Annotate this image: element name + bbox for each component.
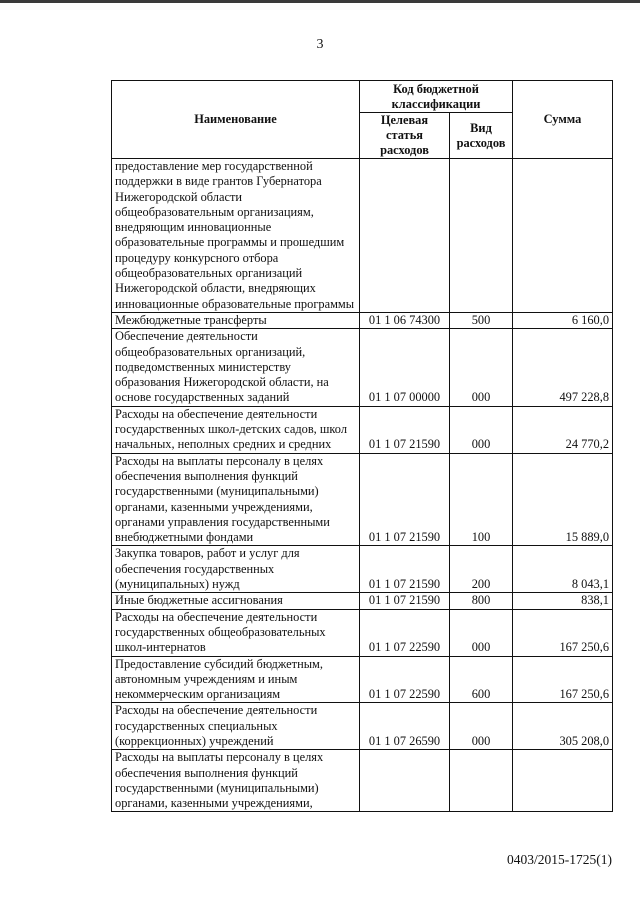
table-row [112,406,613,453]
row-expense-type: 100 [450,453,513,546]
row-expense-type: 200 [450,546,513,593]
row-expense-type: 000 [450,406,513,453]
header-name: Наименование [112,81,360,159]
row-target-article: 01 1 06 74300 [360,312,450,328]
row-name: предоставление мер государственной поддержки в виде грантов Губернатора Нижегородской области общеобразовательным организациям, внедряющим инновационные образовательные программы и прошедшим процедуру конкурсного отбора общеобразовательных организаций Нижегородской области, внедряющих инновационные образовательные программы [112,159,360,313]
page-number: 3 [316,37,324,52]
table-row [112,593,613,609]
row-expense-type: 000 [450,703,513,750]
row-target-article: 01 1 07 21590 [360,593,450,609]
row-expense-type: 500 [450,312,513,328]
row-expense-type: 800 [450,593,513,609]
row-sum: 6 160,0 [513,312,613,328]
row-sum: 15 889,0 [513,453,613,546]
header-code-group: Код бюджетной классификации [360,81,513,113]
budget-table [111,80,613,812]
table-row [112,656,613,703]
row-sum: 497 228,8 [513,329,613,406]
row-name: Закупка товаров, работ и услуг для обеспечения государственных (муниципальных) нужд [112,546,360,593]
row-target-article: 01 1 07 22590 [360,656,450,703]
row-name: Обеспечение деятельности общеобразовательных организаций, подведомственных министерству образования Нижегородской области, на основе государственных заданий [112,329,360,406]
row-target-article: 01 1 07 21590 [360,546,450,593]
row-name: Предоставление субсидий бюджетным, автономным учреждениям и иным некоммерческим организациям [112,656,360,703]
row-target-article: 01 1 07 21590 [360,453,450,546]
table-body [112,159,613,812]
document-code: 0403/2015-1725(1) [507,852,612,867]
table-row [112,750,613,812]
row-target-article [360,750,450,812]
table-row [112,546,613,593]
row-name: Расходы на выплаты персоналу в целях обеспечения выполнения функций государственными (муниципальными) органами, казенными учреждениями, [112,750,360,812]
row-name: Межбюджетные трансферты [112,312,360,328]
row-expense-type [450,750,513,812]
row-sum [513,750,613,812]
row-expense-type [450,159,513,313]
table-header [112,81,613,159]
row-sum: 8 043,1 [513,546,613,593]
row-sum: 167 250,6 [513,656,613,703]
table-row [112,159,613,313]
row-target-article [360,159,450,313]
row-name: Расходы на выплаты персоналу в целях обеспечения выполнения функций государственными (муниципальными) органами, казенными учреждениями, органами управления государственными внебюджетными фондами [112,453,360,546]
row-expense-type: 600 [450,656,513,703]
table-row [112,312,613,328]
row-name: Расходы на обеспечение деятельности государственных специальных (коррекционных) учреждений [112,703,360,750]
row-sum: 305 208,0 [513,703,613,750]
row-sum: 167 250,6 [513,609,613,656]
table-row [112,703,613,750]
header-sum: Сумма [513,81,613,159]
table-row [112,609,613,656]
scan-top-edge [0,0,640,7]
row-expense-type: 000 [450,329,513,406]
row-expense-type: 000 [450,609,513,656]
row-target-article: 01 1 07 00000 [360,329,450,406]
row-sum [513,159,613,313]
table-row [112,329,613,406]
row-sum: 24 770,2 [513,406,613,453]
row-target-article: 01 1 07 26590 [360,703,450,750]
header-target-article: Целевая статья расходов [360,113,450,159]
row-name: Расходы на обеспечение деятельности государственных школ-детских садов, школ начальных, неполных средних и средних [112,406,360,453]
header-expense-type: Вид расходов [450,113,513,159]
row-name: Расходы на обеспечение деятельности государственных общеобразовательных школ-интернатов [112,609,360,656]
row-sum: 838,1 [513,593,613,609]
row-name: Иные бюджетные ассигнования [112,593,360,609]
table-row [112,453,613,546]
row-target-article: 01 1 07 21590 [360,406,450,453]
row-target-article: 01 1 07 22590 [360,609,450,656]
